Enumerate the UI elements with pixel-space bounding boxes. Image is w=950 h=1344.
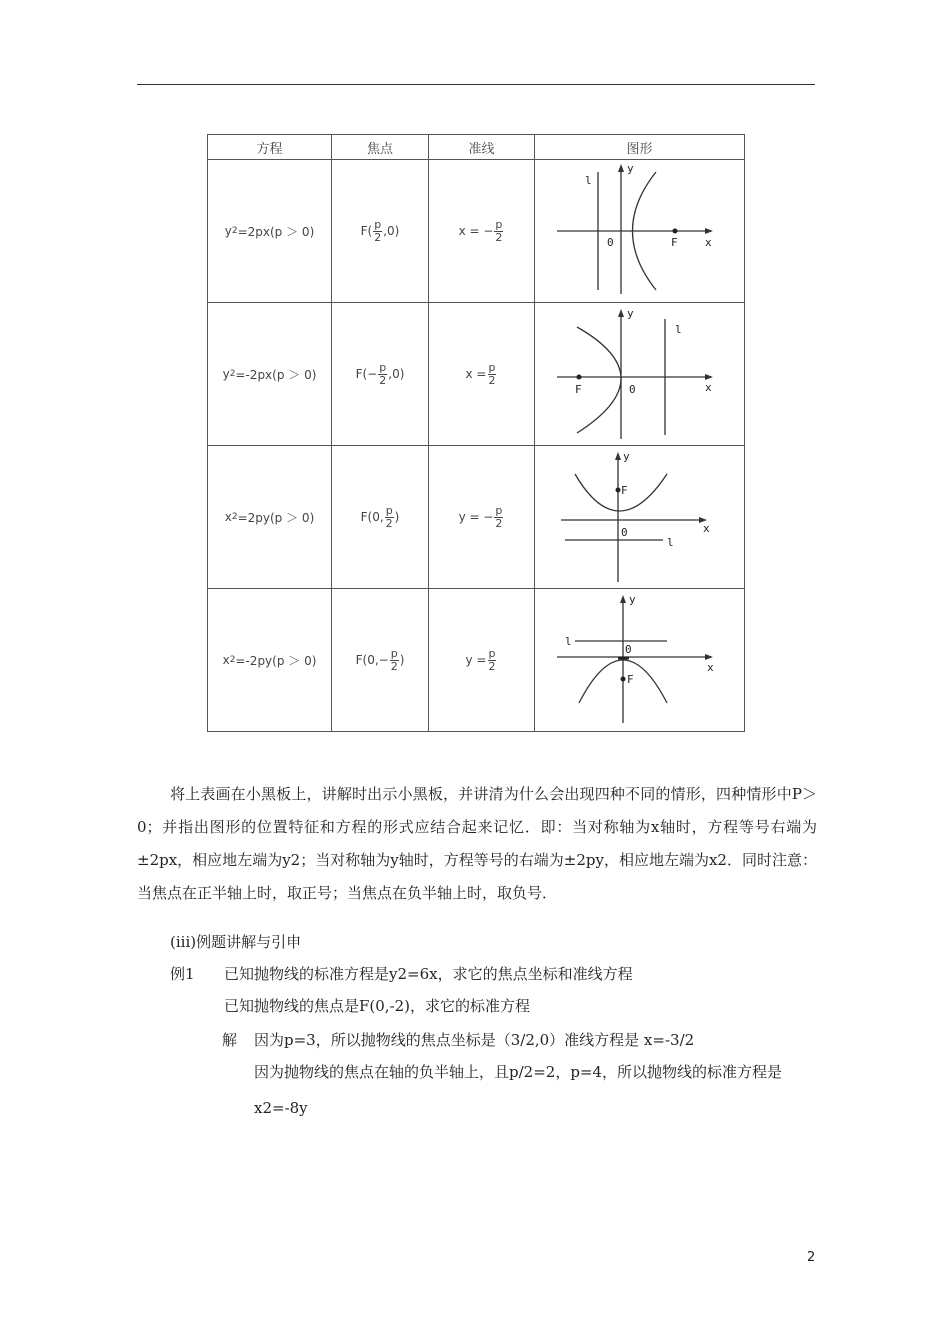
solution-line-1: 因为p=3，所以抛物线的焦点坐标是（3/2,0）准线方程是 x=-3/2: [254, 1031, 695, 1049]
solution-label: 解: [222, 1031, 238, 1049]
parabola-graph-left: [555, 305, 725, 443]
svg-text:x: x: [702, 522, 710, 535]
svg-text:y: y: [622, 450, 630, 463]
svg-text:y: y: [626, 162, 634, 175]
header-graph: 图形: [535, 135, 745, 160]
directrix-cell: x = $\frac{p}{2}$: [429, 303, 535, 446]
equation-cell: y 2 =2px(p ＞ 0): [208, 160, 332, 303]
directrix-cell: y = $\frac{p}{2}$: [429, 589, 535, 732]
page-number: 2: [807, 1250, 816, 1265]
parabola-graph-up: [555, 448, 725, 586]
svg-text:l: l: [666, 536, 674, 549]
svg-text:0: 0: [606, 236, 614, 249]
table-row: [208, 160, 745, 303]
svg-text:l: l: [584, 174, 592, 187]
parabola-graph-down: [555, 591, 725, 729]
graph-cell: [535, 303, 745, 446]
section-heading: (iii)例题讲解与引申: [170, 933, 302, 951]
graph-cell: [535, 446, 745, 589]
svg-text:F: F: [574, 383, 582, 396]
svg-text:x: x: [704, 236, 712, 249]
graph-cell: [535, 589, 745, 732]
directrix-cell: x = − $\frac{p}{2}$: [429, 160, 535, 303]
example-question-1: 已知抛物线的标准方程是y2=6x，求它的焦点坐标和准线方程: [224, 965, 633, 983]
parabola-graph-right: [555, 162, 725, 300]
header-rule: [137, 84, 815, 85]
parabola-table: [207, 134, 745, 732]
equation-cell: x 2 =-2py(p ＞ 0): [208, 589, 332, 732]
svg-text:y: y: [628, 593, 636, 606]
svg-text:F: F: [670, 236, 678, 249]
directrix-cell: y = − $\frac{p}{2}$: [429, 446, 535, 589]
example-question-2: 已知抛物线的焦点是F(0,-2)，求它的标准方程: [224, 997, 531, 1015]
graph-cell: [535, 160, 745, 303]
svg-text:y: y: [626, 307, 634, 320]
svg-text:F: F: [626, 673, 634, 686]
equation-cell: x 2 =2py(p ＞ 0): [208, 446, 332, 589]
svg-text:0: 0: [628, 383, 636, 396]
solution-line-3: x2=-8y: [254, 1099, 308, 1117]
svg-text:x: x: [706, 661, 714, 674]
svg-text:x: x: [704, 381, 712, 394]
svg-text:F: F: [620, 484, 628, 497]
table-row: [208, 303, 745, 446]
header-focus: 焦点: [332, 135, 429, 160]
equation-cell: y 2 =-2px(p ＞ 0): [208, 303, 332, 446]
svg-text:0: 0: [620, 526, 628, 539]
table-row: [208, 446, 745, 589]
focus-cell: F(0, − $\frac{p}{2}$ ): [332, 589, 429, 732]
table-header-row: [208, 135, 745, 160]
table-row: [208, 589, 745, 732]
focus-cell: F( − $\frac{p}{2}$ ,0): [332, 303, 429, 446]
focus-cell: F(0, $\frac{p}{2}$ ): [332, 446, 429, 589]
svg-text:0: 0: [624, 643, 632, 656]
svg-text:l: l: [674, 323, 682, 336]
header-directrix: 准线: [429, 135, 535, 160]
solution-line-2: 因为抛物线的焦点在轴的负半轴上，且p/2=2，p=4，所以抛物线的标准方程是: [254, 1063, 783, 1081]
explanation-paragraph: 将上表画在小黑板上，讲解时出示小黑板，并讲清为什么会出现四种不同的情形，四种情形中P＞0；并指出图形的位置特征和方程的形式应结合起来记忆．即：当对称轴为x轴时，方程等号右端为±2px，相应地左端为y2；当对称轴为y轴时，方程等号的右端为±2py，相应地左端为x2．同时注意：当焦点在正半轴上时，取正号；当焦点在负半轴上时，取负号．: [137, 785, 817, 902]
example-label: 例1: [170, 965, 195, 983]
header-equation: 方程: [208, 135, 332, 160]
svg-text:l: l: [564, 635, 572, 648]
focus-cell: F( $\frac{p}{2}$ ,0): [332, 160, 429, 303]
